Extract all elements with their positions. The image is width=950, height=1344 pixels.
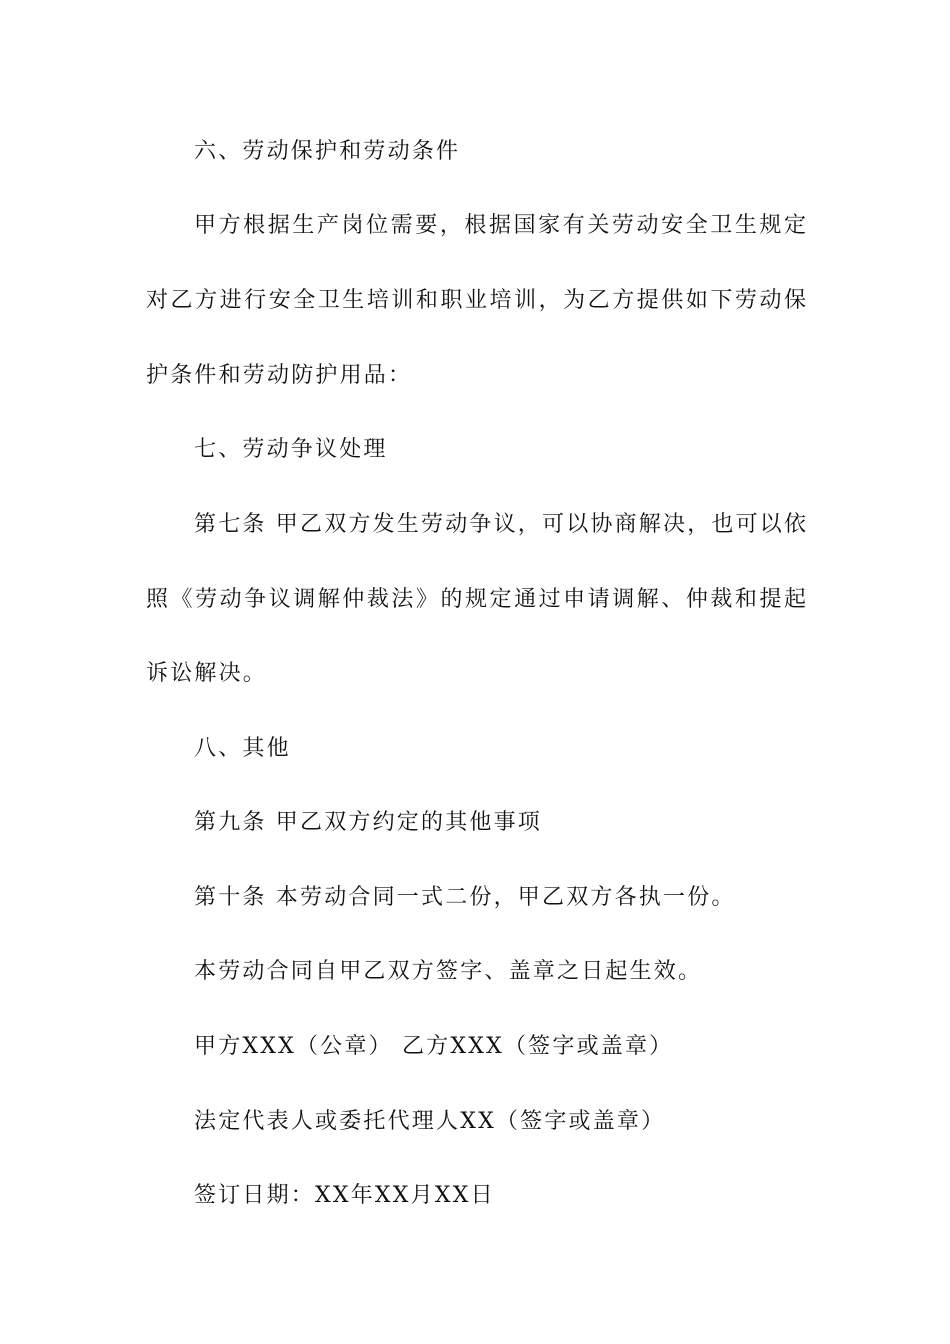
section-6-paragraph-line-1: 甲方根据生产岗位需要，根据国家有关劳动安全卫生规定 — [194, 213, 806, 238]
signing-date-line: 签订日期：XX年XX月XX日 — [194, 1183, 495, 1208]
parties-signature-line: 甲方XXX（公章） 乙方XXX（签字或盖章） — [194, 1034, 674, 1059]
section-6-paragraph-line-2: 对乙方进行安全卫生培训和职业培训，为乙方提供如下劳动保 — [146, 288, 806, 313]
section-6-heading: 六、劳动保护和劳动条件 — [194, 139, 461, 164]
article-10: 第十条 本劳动合同一式二份，甲乙双方各执一份。 — [194, 885, 736, 910]
article-9: 第九条 甲乙双方约定的其他事项 — [194, 810, 542, 835]
effective-clause: 本劳动合同自甲乙双方签字、盖章之日起生效。 — [194, 959, 703, 984]
section-7-paragraph-line-3: 诉讼解决。 — [146, 661, 268, 686]
section-7-paragraph-line-2: 照《劳动争议调解仲裁法》的规定通过申请调解、仲裁和提起 — [146, 587, 806, 612]
section-6-paragraph-line-3: 护条件和劳动防护用品： — [146, 363, 413, 388]
section-8-heading: 八、其他 — [194, 736, 291, 761]
representative-signature-line: 法定代表人或委托代理人XX（签字或盖章） — [194, 1109, 666, 1134]
section-7-heading: 七、劳动争议处理 — [194, 437, 388, 462]
section-7-paragraph-line-1: 第七条 甲乙双方发生劳动争议，可以协商解决，也可以依 — [194, 512, 806, 537]
